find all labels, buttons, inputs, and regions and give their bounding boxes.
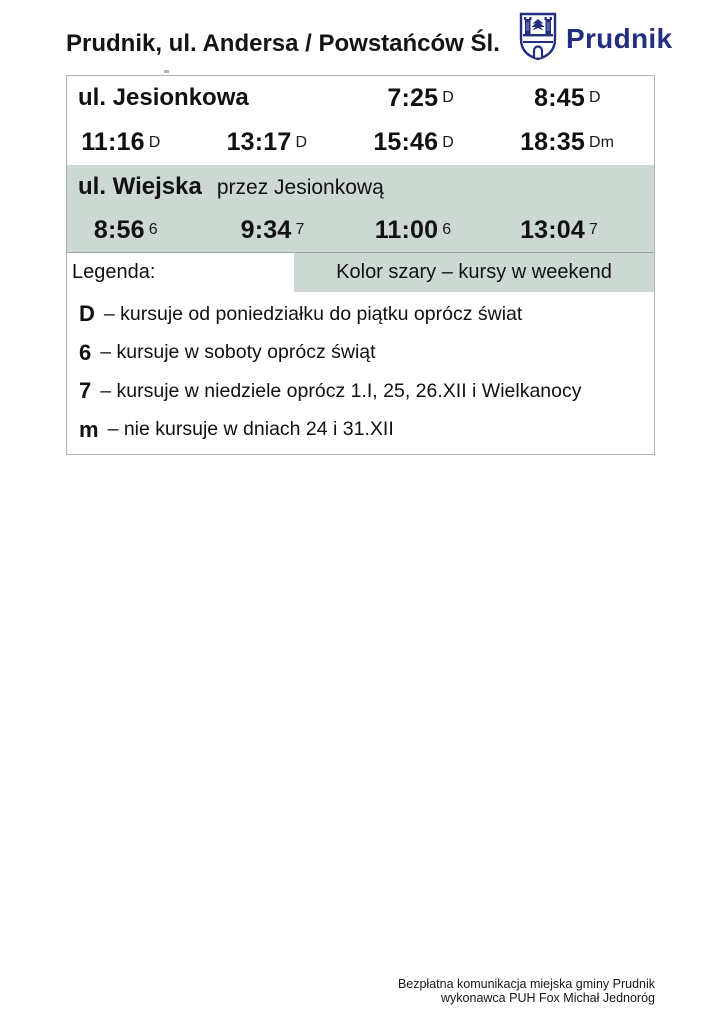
departure-tag: 7 (589, 221, 598, 239)
departure (507, 121, 654, 166)
timetable-sections (67, 76, 654, 252)
departure-time: 9:34 (240, 215, 292, 244)
departure-time: 18:35 (520, 128, 586, 157)
departure-time: 11:16 (81, 128, 145, 157)
departure (507, 76, 654, 121)
departure-tag: D (442, 133, 454, 151)
departure-tag: D (148, 133, 161, 151)
departure (507, 209, 654, 253)
legend-item (67, 411, 654, 450)
legend-symbol: 7 (79, 378, 92, 404)
departure-time: 7:25 (387, 83, 439, 112)
departure-tag: D (442, 89, 454, 107)
departure (361, 121, 508, 166)
departure (214, 209, 361, 253)
legend-item (67, 334, 654, 373)
legend-item-text: – nie kursuje w dniach 24 i 31.XII (107, 418, 394, 441)
timetable (66, 75, 655, 455)
timetable-section (67, 76, 654, 165)
legend-item-text: – kursuje w niedziele oprócz 1.I, 25, 26.XII i Wielkanocy (100, 379, 582, 402)
legend-symbol: 6 (79, 339, 92, 365)
departure-time: 15:46 (373, 128, 439, 157)
stop-cell (67, 76, 361, 121)
legend-item (67, 295, 654, 334)
departure-time: 8:56 (93, 215, 145, 244)
legend-label: Legenda: (67, 253, 294, 292)
departure-tag: Dm (589, 133, 614, 151)
departure-tag: D (295, 133, 308, 151)
departure-tag: 7 (295, 221, 305, 239)
prudnik-logo (519, 12, 672, 66)
departure (214, 121, 361, 166)
departure-time: 8:45 (534, 83, 586, 112)
timetable-section (67, 165, 654, 252)
departure (67, 121, 214, 166)
legend-list (67, 292, 654, 454)
departure (361, 209, 508, 253)
departure-time: 11:00 (374, 215, 439, 244)
legend-item (67, 372, 654, 411)
departure-time: 13:17 (226, 128, 292, 157)
legend-item-text: – kursuje od poniedziałku do piątku oprócz świat (103, 302, 523, 325)
page-title: Prudnik, ul. Andersa / Powstańców Śl. (66, 30, 500, 57)
departure (361, 76, 508, 121)
legend-header-row (67, 252, 654, 292)
footer-line-1: Bezpłatna komunikacja miejska gminy Prudnik (397, 976, 655, 991)
legend-symbol: D (79, 301, 95, 327)
legend-item-text: – kursuje w soboty oprócz świąt (100, 341, 376, 364)
departure-tag: 6 (148, 221, 158, 239)
departure-tag: D (589, 89, 601, 107)
logo-wordmark: Prudnik (566, 23, 673, 54)
legend-symbol: m (79, 416, 99, 442)
stop-cell (67, 165, 654, 209)
stray-border-mark (164, 70, 169, 73)
prudnik-crest-icon (519, 12, 557, 66)
legend-weekend-note: Kolor szary – kursy w weekend (294, 253, 654, 292)
page-footer (398, 977, 655, 1007)
stop-note: przez Jesionkową (216, 175, 384, 199)
stop-name: ul. Wiejska (78, 172, 202, 200)
departure-tag: 6 (442, 221, 452, 239)
departure-time: 13:04 (520, 215, 586, 244)
stop-name: ul. Jesionkowa (78, 84, 249, 112)
departure (67, 209, 214, 253)
footer-line-2: wykonawca PUH Fox Michał Jednoróg (441, 991, 655, 1006)
